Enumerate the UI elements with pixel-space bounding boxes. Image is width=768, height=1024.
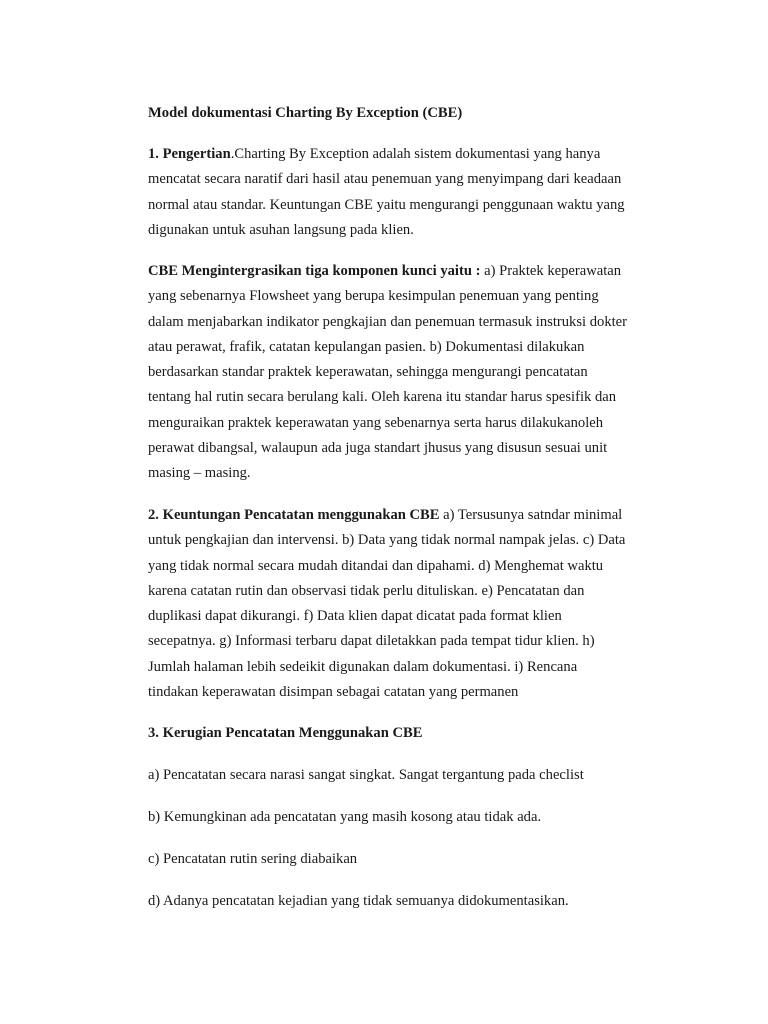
document-title: Model dokumentasi Charting By Exception (CBE) xyxy=(148,105,463,121)
keuntungan-line: duplikasi dapat dikurangi. f) Data klien dapat dicatat pada format klien xyxy=(148,608,562,625)
komponen-line: menguraikan praktek keperawatan yang sebenarnya serta harus dilakukanoleh xyxy=(148,414,604,431)
keuntungan-line: yang tidak normal secara mudah ditandai dan dipahami. d) Menghemat waktu xyxy=(148,557,604,574)
keuntungan-line: secepatnya. g) Informasi terbaru dapat diletakkan pada tempat tidur klien. h) xyxy=(148,633,595,650)
pengertian-heading: 1. Pengertian xyxy=(148,146,231,162)
keuntungan-text: a) Tersusunya satndar minimal xyxy=(439,507,623,523)
keuntungan-line: Jumlah halaman lebih sedeikit digunakan dalam dokumentasi. i) Rencana xyxy=(148,658,578,675)
pengertian-line: normal atau standar. Keuntungan CBE yaitu mengurangi penggunaan waktu yang xyxy=(148,196,625,213)
keuntungan-line: tindakan keperawatan disimpan sebagai catatan yang permanen xyxy=(148,684,519,701)
kerugian-item: d) Adanya pencatatan kejadian yang tidak semuanya didokumentasikan. xyxy=(148,893,569,909)
pengertian-first-line xyxy=(148,142,668,167)
komponen-line: yang sebenarnya Flowsheet yang berupa kesimpulan penemuan yang penting xyxy=(148,288,599,305)
section-pengertian xyxy=(148,142,668,243)
komponen-first-line xyxy=(148,259,668,284)
pengertian-line: mencatat secara naratif dari hasil atau penemuan yang menyimpang dari keadaan xyxy=(148,171,622,188)
komponen-line: berdasarkan standar praktek keperawatan, sehingga mengurangi pencatatan xyxy=(148,364,588,381)
komponen-line: perawat dibangsal, walaupun ada juga standart jhusus yang disusun sesuai unit xyxy=(148,440,608,457)
pengertian-line: digunakan untuk asuhan langsung pada klien. xyxy=(148,221,414,238)
pengertian-text: .Charting By Exception adalah sistem dokumentasi yang hanya xyxy=(230,146,601,162)
komponen-line: atau perawat, frafik, catatan kepulangan pasien. b) Dokumentasi dilakukan xyxy=(148,338,585,355)
komponen-text: a) Praktek keperawatan xyxy=(480,263,622,279)
komponen-line: tentang hal rutin secara berulang kali. Oleh karena itu standar harus spesifik dan xyxy=(148,389,617,406)
section-komponen xyxy=(148,259,668,487)
keuntungan-line: untuk pengkajian dan intervensi. b) Data yang tidak normal nampak jelas. c) Data xyxy=(148,532,626,549)
kerugian-item: a) Pencatatan secara narasi sangat singkat. Sangat tergantung pada checlist xyxy=(148,767,584,783)
keuntungan-first-line xyxy=(148,503,668,528)
kerugian-item: c) Pencatatan rutin sering diabaikan xyxy=(148,851,358,867)
kerugian-heading: 3. Kerugian Pencatatan Menggunakan CBE xyxy=(148,725,423,741)
keuntungan-heading: 2. Keuntungan Pencatatan menggunakan CBE xyxy=(148,507,440,523)
keuntungan-line: karena catatan rutin dan observasi tidak perlu dituliskan. e) Pencatatan dan xyxy=(148,582,585,599)
komponen-line: dalam menjabarkan indikator pengkajian dan penemuan termasuk instruksi dokter xyxy=(148,313,628,330)
komponen-line: masing – masing. xyxy=(148,465,251,482)
section-keuntungan xyxy=(148,503,668,705)
kerugian-item: b) Kemungkinan ada pencatatan yang masih kosong atau tidak ada. xyxy=(148,809,542,825)
komponen-heading: CBE Mengintergrasikan tiga komponen kunci yaitu : xyxy=(148,263,481,279)
